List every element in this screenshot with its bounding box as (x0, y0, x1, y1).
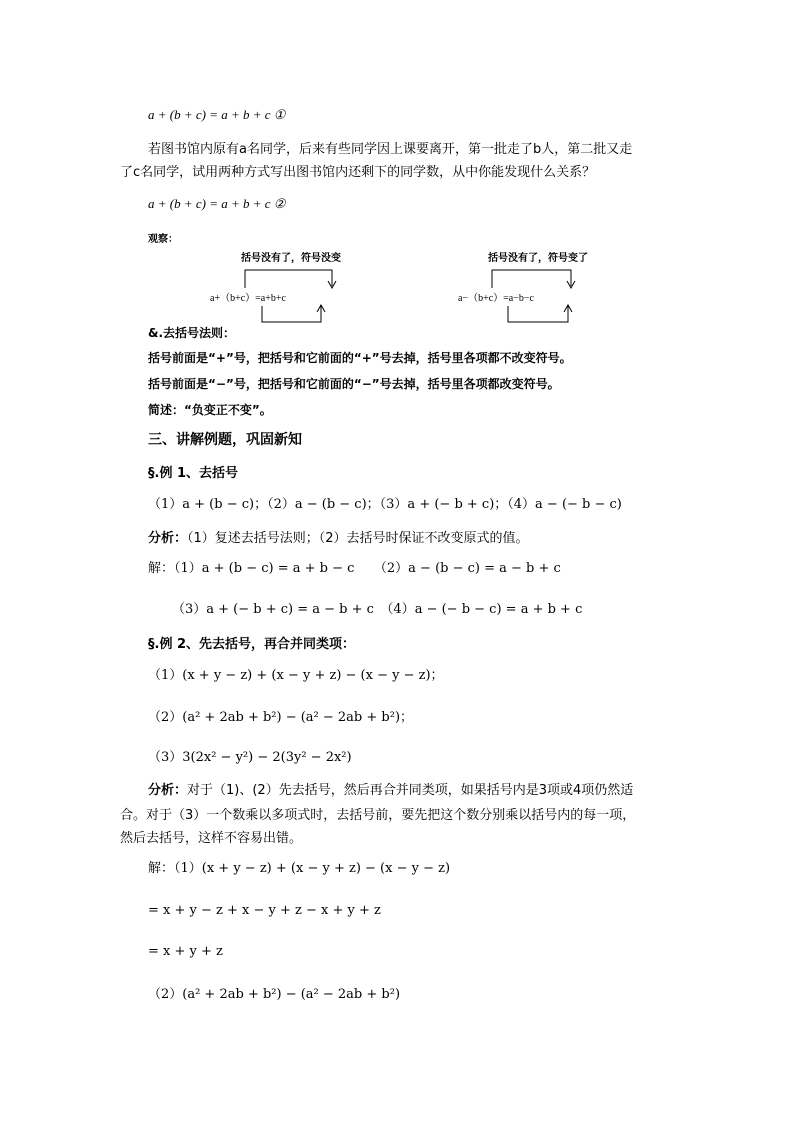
section-3-title: 三、讲解例题，巩固新知 (148, 432, 302, 448)
example-2-analysis-line-3: 然后去括号，这样不容易出错。 (120, 831, 303, 846)
rule-2: 括号前面是“−”号，把括号和它前面的“−”号去掉，括号里各项都改变符号。 (148, 377, 560, 391)
example-2-analysis-line-1 (148, 783, 633, 799)
example-2-solution-1-step-2: = x + y + z (148, 944, 223, 959)
rule-short: 简述：“负变正不变”。 (148, 403, 272, 417)
example-1-items: （1）a + (b − c)；（2）a − (b − c)；（3）a + (− b + c)；（4）a − (− b − c) (148, 497, 622, 512)
example-2-solution-2: （2）(a² + 2ab + b²) − (a² − 2ab + b²) (148, 987, 401, 1002)
example-1-analysis-label: 分析： (148, 531, 188, 546)
example-2-analysis-line-2: 合。对于（3）一个数乘以多项式时，去括号前，要先把这个数分别乘以括号内的每一项， (120, 808, 636, 823)
diagram-right-expression: a−（b+c）=a−b−c (458, 293, 534, 304)
example-2-solution-1-step-1: = x + y − z + x − y + z − x + y + z (148, 903, 381, 918)
example-1-solution-a: 解：（1）a + (b − c) = a + b − c （2）a − (b − c) = a − b + c (148, 561, 561, 576)
example-1-solution-b: （3）a + (− b + c) = a − b + c （4）a − (− b − c) = a + b + c (172, 602, 583, 617)
rule-1: 括号前面是“+”号，把括号和它前面的“+”号去掉，括号里各项都不改变符号。 (148, 351, 572, 365)
example-1-analysis-text: （1）复述去括号法则；（2）去括号时保证不改变原式的值。 (187, 531, 529, 546)
paragraph-1-line-1: 若图书馆内原有a名同学，后来有些同学因上课要离开，第一批走了b人，第二批又走 (148, 142, 633, 157)
example-1-analysis (148, 531, 529, 547)
paragraph-1-line-2: 了c名同学，试用两种方式写出图书馆内还剩下的同学数，从中你能发现什么关系？ (120, 165, 596, 180)
diagram-right-caption: 括号没有了，符号变了 (488, 253, 588, 264)
example-2-analysis-text-1: 对于（1)、(2）先去括号，然后再合并同类项，如果括号内是3项或4项仍然适 (187, 783, 634, 798)
example-2-item-1: （1）(x + y − z) + (x − y + z) − (x − y − z)； (148, 668, 444, 683)
formula-2: a + (b + c) = a + b + c ② (148, 196, 286, 211)
diagram-left-caption: 括号没有了，符号没变 (241, 253, 341, 264)
diagram-left-expression: a+（b+c）=a+b+c (210, 293, 286, 304)
diagram-right (455, 248, 635, 328)
example-1-title: §.例 1、去括号 (148, 466, 239, 481)
example-2-item-2: （2）(a² + 2ab + b²) − (a² − 2ab + b²)； (148, 710, 414, 725)
diagram-left-arrows (205, 248, 385, 328)
diagram-right-arrows (455, 248, 635, 328)
example-2-title: §.例 2、先去括号，再合并同类项： (148, 637, 356, 652)
example-2-solution-1: 解：（1）(x + y − z) + (x − y + z) − (x − y − z) (148, 861, 451, 876)
diagram-left (205, 248, 385, 328)
example-2-analysis-label: 分析： (148, 783, 188, 798)
formula-1: a + (b + c) = a + b + c ① (148, 107, 286, 122)
observe-label: 观察： (148, 234, 178, 245)
example-2-item-3: （3）3(2x² − y²) − 2(3y² − 2x²) (148, 750, 352, 765)
rule-title: &.去括号法则： (148, 326, 236, 340)
